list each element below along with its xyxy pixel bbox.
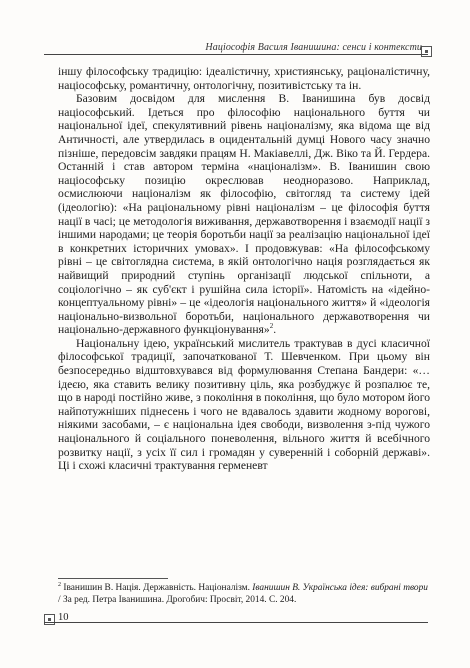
header-rule — [44, 54, 428, 55]
paragraph-2-end: . — [273, 323, 277, 337]
paragraph-3: Національну ідею, український мислитель трактував в дусі класичної філософської традиції, започаткованої Т. Шевченком. При цьому він безпосередньо відштовхувався від формулювання Степана Бандери: «…ідеєю, яка ставить велику позитивну ціль, яка розбуджує й розпалює те, що в народі постійно живе, з покоління в покоління, що було мотором його найпотужніших піднесень і чого не вдавалось здавити жодному ворогові, ніякими засобами, – є національна ідея свободи, визволення з-під чужого національного й соціального поневолення, вільного життя й всебічного розвитку нації, з усіх її сил і громадян у суверенній і соборній державі». Ці і схожі класичні трактування герменевт — [58, 336, 430, 473]
paragraph-2 — [58, 92, 430, 337]
footnote-text-b: / За ред. Петра Іванишина. Дрогобич: Просвіт, 2014. С. 204. — [58, 594, 297, 605]
footnote-rule — [58, 578, 168, 579]
page-number: 10 — [58, 612, 69, 623]
main-text — [58, 65, 430, 473]
footnote-text-italic: Іванишин В. Українська ідея: вибрані твори — [252, 583, 428, 593]
running-head: Націософія Василя Іванишина: сенси і контексти — [205, 42, 422, 53]
footer-corner-marker — [44, 614, 55, 625]
footnote-number: 2 — [58, 581, 61, 588]
paragraph-1: іншу філософську традицію: ідеалістичну, християнську, раціоналістичну, націософську, романтичну, онтологічну, позитивістську та ін. — [58, 65, 430, 92]
footer-rule — [44, 622, 428, 623]
footnote-text-a: Іванишин В. Нація. Державність. Націоналізм. — [63, 583, 253, 593]
footnote — [58, 583, 428, 606]
header-corner-marker — [421, 46, 432, 57]
paragraph-2-text: Базовим досвідом для мислення В. Іванишина був досвід націософський. Ідеться про філософію національного буття чи національної ідеї, спекулятивний рівень націоналізму, яка відома ще від Античності, але утвердилась в оцидентальній думці Нового часу значно пізніше, передовсім завдяки працям Н. Макіавеллі, Дж. Віко та Й. Гердера. Останній і став автором терміна «націоналізм». В. Іванишин свою націософську позицію окреслював неодноразово. Наприклад, осмислюючи націоналізм як філософію, світогляд та систему ідей (ідеологію): «На раціональному рівні націоналізм – це філософія буття нації в часі; це методологія виживання, державотворення і взаємодії нації з іншими народами; це теорія боротьби нації за реалізацію національної ідеї в конкретних історичних умовах». І продовжував: «На філософському рівні – це світоглядна система, в якій онтологічно нація розглядається як найвищий природний ступінь організації людської спільноти, а соціологічно – як суб'єкт і рушійна сила історії». Натомість на «ідейно-концептуальному рівні» – це «ідеологія національного життя» й «ідеологія національно-визвольної боротьби, національного державотворення чи національно-державного функціонування» — [58, 92, 430, 337]
footnote-ref[interactable]: 2 — [269, 322, 274, 331]
